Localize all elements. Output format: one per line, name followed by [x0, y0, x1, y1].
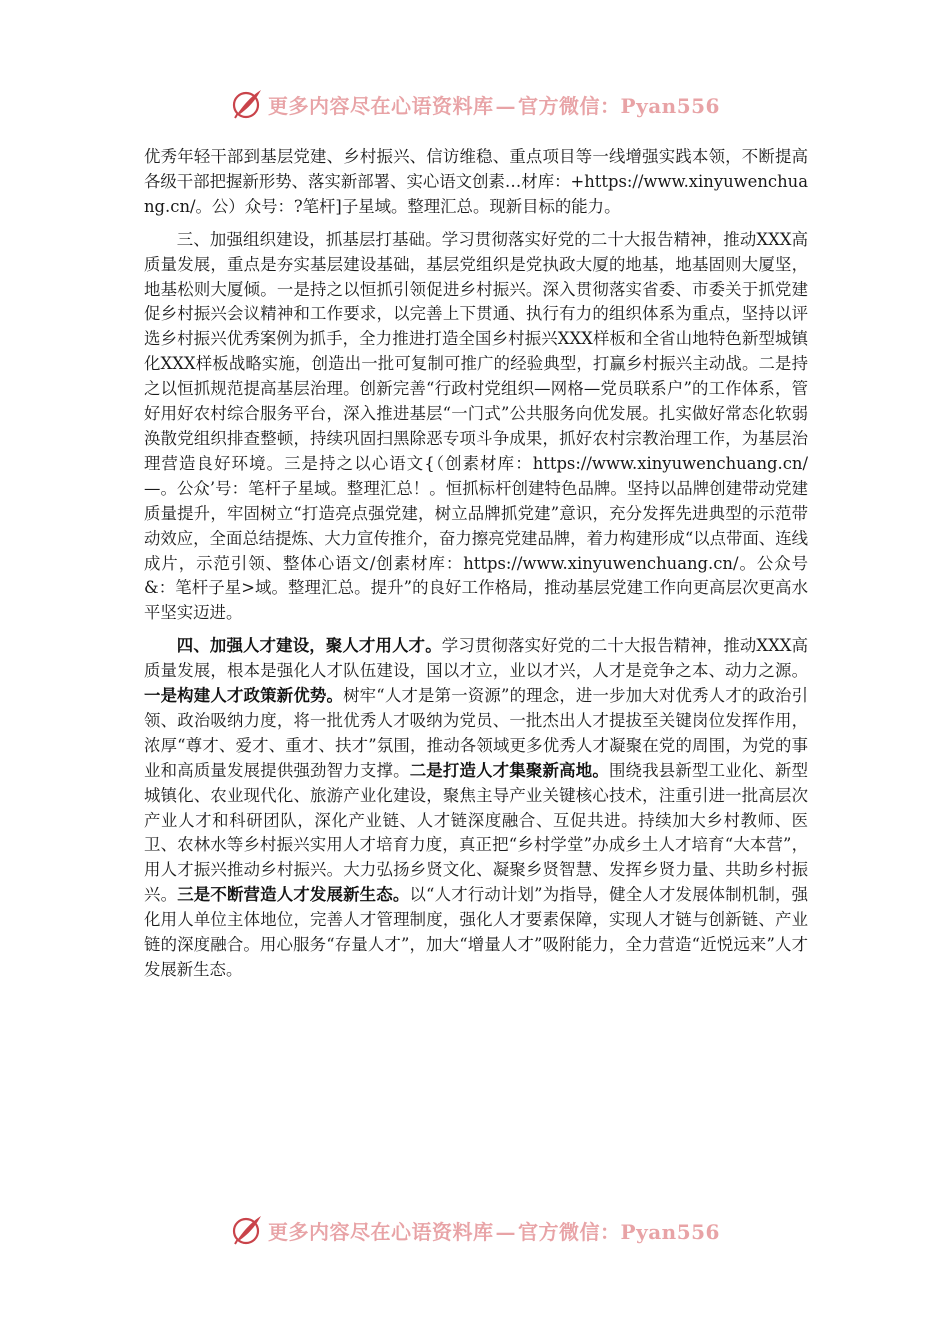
banner-text: 更多内容尽在心语资料库 — 官方微信：Pyan556 — [268, 1219, 720, 1244]
header-banner — [0, 84, 950, 124]
document-body — [144, 145, 808, 983]
section-four-heading: 四、加强人才建设，聚人才用人才。 — [176, 636, 442, 656]
paragraph-section-four: 四、加强人才建设，聚人才用人才。学习贯彻落实好党的二十大报告精神，推动XXX高质量发展，根本是强化人才队伍建设，国以才立，业以才兴，人才是竞争之本、动力之源。一是构建人才政策新优势。树牢“人才是第一资源”的理念，进一步加大对优秀人才的政治引领、政治吸纳力度，将一批优秀人才吸纳为党员、一批杰出人才提拔至关键岗位发挥作用，浓厚“尊才、爱才、重才、扶才”氛围，推动各领域更多优秀人才凝聚在党的周围，为党的事业和高质量发展提供强劲智力支撑。二是打造人才集聚新高地。围绕我县新型工业化、新型城镇化、农业现代化、旅游产业化建设，聚焦主导产业关键核心技术，注重引进一批高层次产业人才和科研团队，深化产业链、人才链深度融合、互促共进。持续加大乡村教师、医卫、农林水等乡村振兴实用人才培育力度，真正把“乡村学堂”办成乡土人才培育“大本营”，用人才振兴推动乡村振兴。大力弘扬乡贤文化、凝聚乡贤智慧、发挥乡贤力量、共助乡村振兴。三是不断营造人才发展新生态。以“人才行动计划”为指导，健全人才发展体制机制，强化用人单位主体地位，完善人才管理制度，强化人才要素保障，实现人才链与创新链、产业链的深度融合。用心服务“存量人才”，加大“增量人才”吸附能力，全力营造“近悦远来”人才发展新生态。 — [144, 636, 809, 979]
point-three-heading: 三是不断营造人才发展新生态。 — [177, 885, 410, 905]
point-two-heading: 二是打造人才集聚新高地。 — [409, 760, 609, 780]
point-one-heading: 一是构建人才政策新优势。 — [144, 686, 344, 706]
footer-banner — [0, 1210, 950, 1250]
banner-text: 更多内容尽在心语资料库 — 官方微信：Pyan556 — [268, 93, 720, 118]
paragraph-continuation: 优秀年轻干部到基层党建、乡村振兴、信访维稳、重点项目等一线增强实践本领，不断提高各级干部把握新形势、落实新部署、实心语文创素…材库：+https://www.xinyuwenchuang.cn/。公）众号：?笔杆]子星域。整理汇总。现新目标的能力。 — [144, 147, 808, 216]
paragraph-section-three: 三、加强组织建设，抓基层打基础。学习贯彻落实好党的二十大报告精神，推动XXX高质量发展，重点是夯实基层建设基础，基层党组织是党执政大厦的地基，地基固则大厦坚，地基松则大厦倾。一是持之以恒抓引领促进乡村振兴。深入贯彻落实省委、市委关于抓党建促乡村振兴会议精神和工作要求，以完善上下贯通、执行有力的组织体系为重点，坚持以评选乡村振兴优秀案例为抓手，全力推进打造全国乡村振兴XXX样板和全省山地特色新型城镇化XXX样板战略实施，创造出一批可复制可推广的经验典型，打赢乡村振兴主动战。二是持之以恒抓规范提高基层治理。创新完善“行政村党组织—网格—党员联系户”的工作体系，管好用好农村综合服务平台，深入推进基层“一门式”公共服务向优发展。扎实做好常态化软弱涣散党组织排查整顿，持续巩固扫黑除恶专项斗争成果，抓好农村宗教治理工作，为基层治理营造良好环境。三是持之以心语文{（创素材库：https://www.xinyuwenchuang.cn/—。公众’号：笔杆子星域。整理汇总！。恒抓标杆创建特色品牌。坚持以品牌创建带动党建质量提升，牢固树立“打造亮点强党建，树立品牌抓党建”意识，充分发挥先进典型的示范带动效应，全面总结提炼、大力宣传推介，奋力擦亮党建品牌，着力构建形成“以点带面、连线成片，示范引领、整体心语文/创素材库：https://www.xinyuwenchuang.cn/。公众号&：笔杆子星>域。整理汇总。提升”的良好工作格局，推动基层党建工作向更高层次更高水平坚实迈进。 — [144, 229, 809, 623]
quill-logo-icon — [230, 1213, 264, 1247]
quill-logo-icon — [230, 87, 264, 121]
